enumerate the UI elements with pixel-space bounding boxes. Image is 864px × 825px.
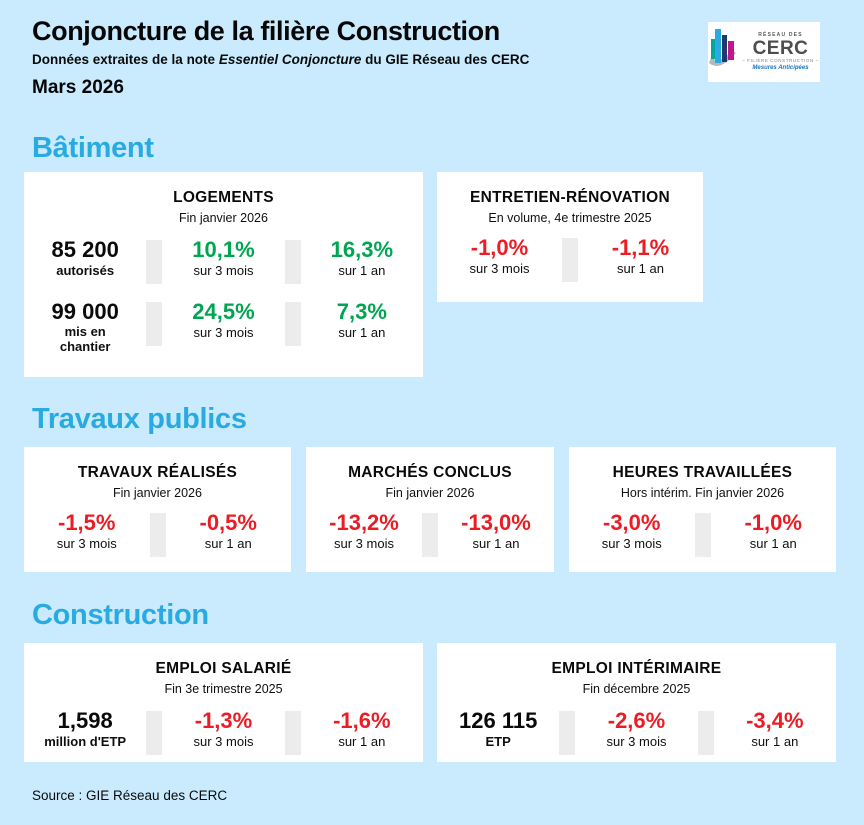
stat-value: -1,5% [58, 510, 116, 535]
kpi-value: 1,598 [57, 708, 113, 733]
stat-label: sur 1 an [751, 734, 799, 750]
stat-cell [578, 236, 703, 282]
separator [559, 711, 575, 755]
kpi-cell [437, 709, 559, 755]
subtitle-prefix: Données extraites de la note [32, 52, 219, 67]
card-subtitle: Fin décembre 2025 [582, 682, 691, 696]
stat-value: -1,3% [194, 708, 253, 733]
card-title: EMPLOI INTÉRIMAIRE [551, 660, 722, 677]
stat-cell [301, 300, 423, 355]
stat-label: sur 1 an [338, 734, 386, 750]
separator [422, 513, 438, 557]
source-note: Source : GIE Réseau des CERC [32, 788, 228, 803]
kpi-label: million d'ETP [44, 734, 127, 750]
stat-value: 10,1% [192, 237, 255, 262]
cerc-logo [708, 22, 820, 82]
separator [150, 513, 166, 557]
logo-network-label: RÉSEAU DES [758, 31, 803, 38]
stat-value: -1,0% [470, 235, 529, 260]
stat-row [24, 300, 423, 355]
separator [146, 302, 162, 346]
kpi-cell [24, 300, 146, 355]
stat-row [24, 238, 423, 284]
kpi-value: 126 115 [459, 708, 538, 733]
card-title: ENTRETIEN-RÉNOVATION [469, 189, 671, 206]
subtitle-suffix: du GIE Réseau des CERC [361, 52, 530, 67]
stat-label: sur 3 mois [601, 536, 662, 552]
card-title: TRAVAUX RÉALISÉS [77, 464, 238, 481]
card-subtitle: Hors intérim. Fin janvier 2026 [620, 486, 785, 500]
stat-value: -1,1% [611, 235, 670, 260]
stat-cell [166, 511, 292, 557]
stat-value: -1,6% [333, 708, 391, 733]
separator [285, 302, 301, 346]
card-entretien-renovation [437, 172, 703, 302]
kpi-label: autorisés [56, 263, 115, 279]
stat-cell [575, 709, 697, 755]
kpi-label: ETP [485, 734, 511, 750]
stat-row [306, 511, 554, 557]
section-heading-construction: Construction [32, 599, 209, 631]
stat-cell [711, 511, 837, 557]
stat-row [24, 709, 423, 755]
stat-row [24, 511, 291, 557]
stat-label: sur 3 mois [334, 536, 394, 552]
page-subtitle [32, 52, 529, 67]
card-heures-travaillees [569, 447, 836, 572]
card-emploi-interimaire [437, 643, 836, 762]
cerc-logo-bars-icon [709, 27, 737, 78]
stat-label: sur 1 an [204, 536, 252, 552]
stat-value: -13,2% [329, 510, 399, 535]
stat-cell [569, 511, 695, 557]
separator [285, 711, 301, 755]
stat-value: -0,5% [199, 510, 257, 535]
separator [695, 513, 711, 557]
page-title: Conjoncture de la filière Construction [32, 16, 500, 46]
stat-label: sur 3 mois [193, 263, 254, 279]
stat-value: 7,3% [336, 299, 387, 324]
stat-label: sur 1 an [617, 261, 664, 277]
stat-cell [301, 709, 423, 755]
stat-cell [301, 238, 423, 284]
card-marches-conclus [306, 447, 554, 572]
card-travaux-realises [24, 447, 291, 572]
stat-value: -13,0% [461, 510, 531, 535]
section-heading-travaux-publics: Travaux publics [32, 403, 247, 435]
card-title: MARCHÉS CONCLUS [348, 464, 512, 481]
separator [285, 240, 301, 284]
logo-filiere-label: – FILIÈRE CONSTRUCTION – [742, 57, 819, 63]
kpi-value: 99 000 [51, 299, 119, 324]
card-subtitle: Fin janvier 2026 [385, 486, 475, 500]
card-subtitle: Fin janvier 2026 [113, 486, 202, 500]
stat-label: sur 3 mois [56, 536, 117, 552]
stat-cell [438, 511, 554, 557]
stat-cell [162, 300, 284, 355]
stat-value: -2,6% [607, 708, 666, 733]
logo-tagline: Mesures Anticipées [752, 65, 809, 72]
kpi-cell [24, 238, 146, 284]
stat-cell [24, 511, 150, 557]
stat-label: sur 1 an [749, 536, 797, 552]
cerc-logo-text [742, 33, 818, 72]
card-subtitle: En volume, 4e trimestre 2025 [488, 211, 652, 225]
card-logements [24, 172, 423, 377]
stat-cell [306, 511, 422, 557]
report-date: Mars 2026 [32, 77, 124, 98]
logo-name: CERC [752, 37, 809, 59]
kpi-label: mis en chantier [59, 324, 111, 355]
stat-row [569, 511, 836, 557]
stat-row [437, 236, 703, 282]
stat-value: -3,0% [603, 510, 661, 535]
stat-cell [437, 236, 562, 282]
stat-row [437, 709, 836, 755]
stat-value: 16,3% [330, 237, 394, 262]
kpi-cell [24, 709, 146, 755]
stat-label: sur 3 mois [193, 325, 254, 341]
stat-label: sur 1 an [472, 536, 520, 552]
card-title: EMPLOI SALARIÉ [155, 660, 292, 677]
stat-label: sur 1 an [338, 263, 386, 279]
card-title: HEURES TRAVAILLÉES [612, 464, 793, 481]
stat-label: sur 3 mois [193, 734, 254, 750]
stat-value: 24,5% [192, 299, 255, 324]
stat-cell [162, 709, 284, 755]
kpi-value: 85 200 [51, 237, 119, 262]
card-emploi-salarie [24, 643, 423, 762]
separator [146, 711, 162, 755]
stat-value: -1,0% [744, 510, 802, 535]
stat-label: sur 3 mois [469, 261, 530, 277]
card-subtitle: Fin janvier 2026 [179, 211, 268, 225]
separator [698, 711, 714, 755]
card-title: LOGEMENTS [173, 189, 274, 206]
stat-cell [714, 709, 836, 755]
stat-cell [162, 238, 284, 284]
subtitle-note-name: Essentiel Conjoncture [218, 52, 362, 67]
stat-label: sur 3 mois [606, 734, 667, 750]
stat-label: sur 1 an [338, 325, 386, 341]
separator [562, 238, 578, 282]
separator [146, 240, 162, 284]
section-heading-batiment: Bâtiment [32, 132, 154, 164]
stat-value: -3,4% [746, 708, 804, 733]
card-subtitle: Fin 3e trimestre 2025 [164, 682, 283, 696]
